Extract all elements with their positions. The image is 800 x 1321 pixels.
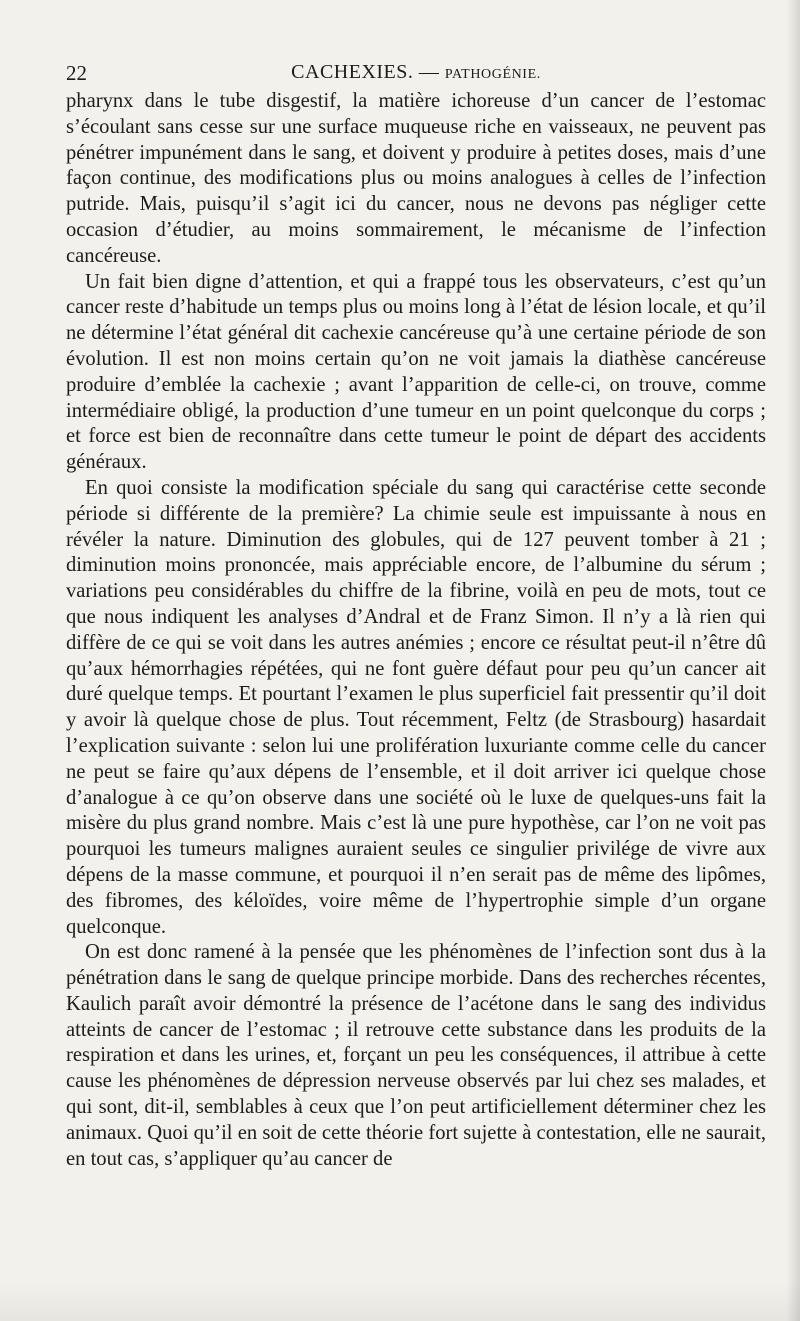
running-head-separator: —	[413, 61, 445, 83]
page-header	[66, 55, 766, 89]
paragraph: On est donc ramené à la pensée que les phénomènes de l’infection sont dus à la pénétration dans le sang de quelque principe morbide. Dans des recherches récentes, Kaulich paraît avoir démontré la présence de l’acétone dans le sang des individus atteints de cancer de l’estomac ; il retrouve cette substance dans les produits de la respiration et dans les urines, et, forçant un peu les conséquences, il attribue à cette cause les phénomènes de dépression nerveuse observés par lui chez ses malades, et qui sont, dit-il, semblables à ceux que l’on peut artificiellement déterminer chez les animaux. Quoi qu’il en soit de cette théorie fort sujette à contestation, elle ne saurait, en tout cas, s’appliquer qu’au cancer de	[66, 941, 766, 1170]
paragraph: Un fait bien digne d’attention, et qui a frappé tous les observateurs, c’est qu’un cancer reste d’habitude un temps plus ou moins long à l’état de lésion locale, et qu’il ne détermine l’état général dit cachexie cancéreuse qu’à une certaine période de son évolution. Il est non moins certain qu’on ne voit jamais la diathèse cancéreuse produire d’emblée la cachexie ; avant l’apparition de celle-ci, on trouve, comme intermédiaire obligé, la production d’une tumeur en un point quelconque du corps ; et force est bien de reconnaître dans cette tumeur le point de départ des accidents généraux.	[66, 270, 766, 474]
paragraph-continuation: pharynx dans le tube disgestif, la matière ichoreuse d’un cancer de l’estomac s’écoulant sans cesse sur une surface muqueuse riche en vaisseaux, ne peuvent pas pénétrer impunément dans le sang, et doivent y produire à petites doses, mais d’une façon continue, des modifications plus ou moins analogues à celles de l’infection putride. Mais, puisqu’il s’agit ici du cancer, nous ne devons pas négliger cette occasion d’étudier, au moins sommairement, le mécanisme de l’infection cancéreuse.	[66, 90, 766, 267]
page-number: 22	[66, 61, 87, 85]
paragraph: En quoi consiste la modification spéciale du sang qui caractérise cette seconde période si différente de la première? La chimie seule est impuissante à nous en révéler la nature. Diminution des globules, qui de 127 peuvent tomber à 21 ; diminution moins prononcée, mais appréciable encore, de l’albumine du sérum ; variations peu considérables du chiffre de la fibrine, voilà en peu de mots, tout ce que nous indiquent les analyses d’Andral et de Franz Simon. Il n’y a là rien qui diffère de ce qui se voit dans les autres anémies ; encore ce résultat peut-il n’être dû qu’aux hémorrhagies répétées, qui ne font guère défaut pour peu qu’un cancer ait duré quelque temps. Et pourtant l’examen le plus superficiel fait pressentir qu’il doit y avoir là quelque chose de plus. Tout récemment, Feltz (de Strasbourg) hasardait l’explication suivante : selon lui une prolifération luxuriante comme celle du cancer ne peut se faire qu’aux dépens de l’ensemble, et il doit arriver ici quelque chose d’analogue à ce qu’on observe dans une société où le luxe de quelques-uns fait la misère du plus grand nombre. Mais c’est là une pure hypothèse, car l’on ne voit pas pourquoi les tumeurs malignes auraient seules ce singulier privilége de vivre aux dépens de la masse commune, et pourquoi il n’en serait pas de même des lipômes, des fibromes, des kéloïdes, voire même de l’hypertrophie simple d’un organe quelconque.	[66, 476, 766, 938]
running-head-title: CACHEXIES.	[291, 61, 414, 83]
running-head-subtitle: PATHOGÉNIE.	[444, 67, 541, 82]
running-head	[66, 61, 766, 84]
body-text	[66, 89, 766, 1172]
scan-shadow-bottom	[0, 1281, 800, 1321]
scan-shadow-right	[786, 0, 800, 1321]
